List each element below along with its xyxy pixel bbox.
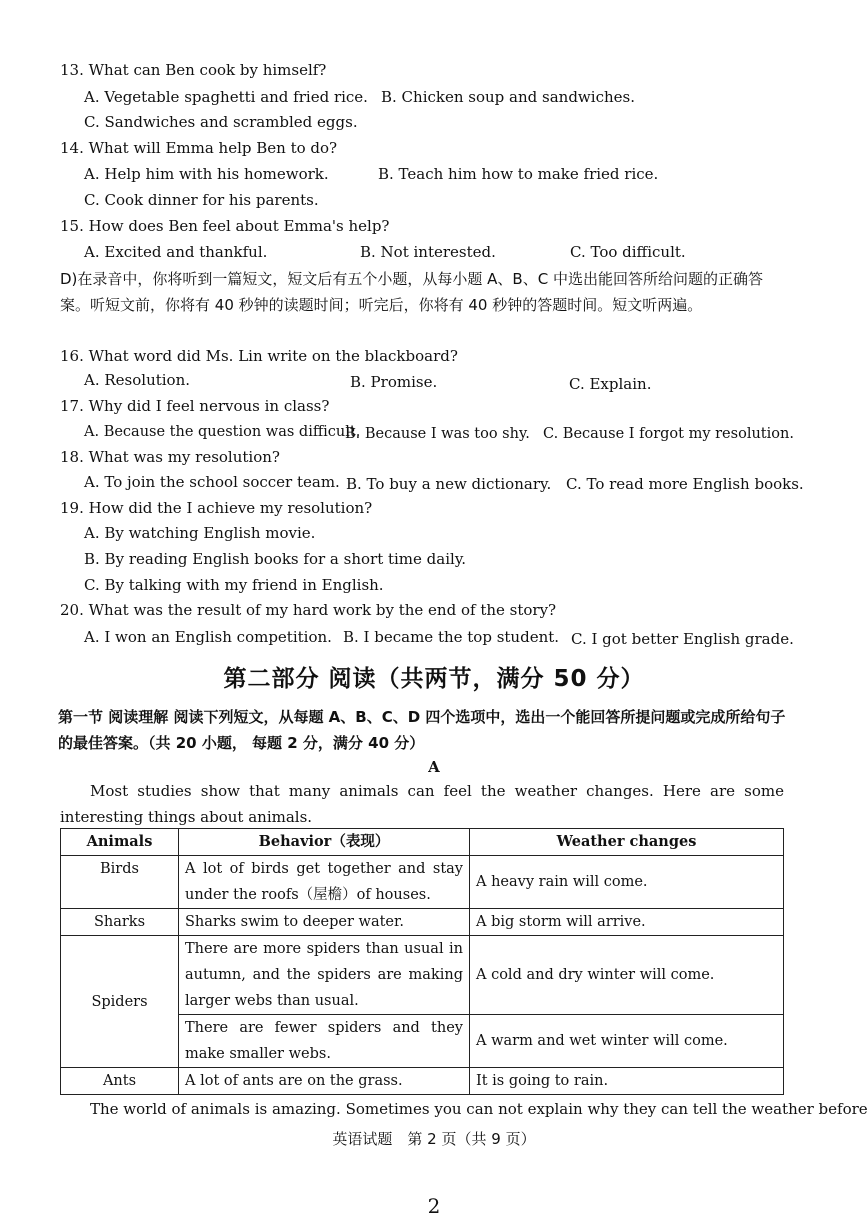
q16-option-c: C. Explain. <box>569 375 652 393</box>
question-20: 20. What was the result of my hard work by the end of the story? <box>60 601 557 619</box>
q19-option-c: C. By talking with my friend in English. <box>84 576 384 594</box>
animal-cell: Sharks <box>61 909 179 936</box>
q18-option-b: B. To buy a new dictionary. <box>346 475 552 493</box>
q13-option-b: B. Chicken soup and sandwiches. <box>381 88 635 106</box>
passage-continue: The world of animals is amazing. Sometimes you can not explain why they can tell the weather before <box>90 1100 868 1118</box>
table-row <box>61 909 784 936</box>
header-weather: Weather changes <box>470 829 784 856</box>
question-16: 16. What word did Ms. Lin write on the blackboard? <box>60 347 458 365</box>
header-animals: Animals <box>61 829 179 856</box>
weather-cell: A warm and wet winter will come. <box>470 1015 784 1068</box>
animal-cell: Spiders <box>61 936 179 1068</box>
animal-cell: Ants <box>61 1068 179 1095</box>
weather-cell: A heavy rain will come. <box>470 856 784 909</box>
q19-option-a: A. By watching English movie. <box>84 524 316 542</box>
behavior-cell: A lot of birds get together and stay under the roofs（屋檐）of houses. <box>179 856 470 909</box>
header-behavior: Behavior（表现） <box>179 829 470 856</box>
question-17: 17. Why did I feel nervous in class? <box>60 397 330 415</box>
animal-weather-table <box>60 828 784 1095</box>
q17-option-b: B. Because I was too shy. <box>345 426 530 442</box>
q15-option-b: B. Not interested. <box>360 243 496 261</box>
section-one-heading: 第一节 阅读理解 阅读下列短文，从每题 A、B、C、D 四个选项中，选出一个能回答所提问题或完成所给句子的最佳答案。（共 20 小题， 每题 2 分，满分 40 分） <box>58 708 786 752</box>
behavior-cell: There are fewer spiders and they make smaller webs. <box>179 1015 470 1068</box>
passage-intro: Most studies show that many animals can feel the weather changes. Here are some interesting things about animals. <box>60 782 784 826</box>
behavior-cell: There are more spiders than usual in autumn, and the spiders are making larger webs than usual. <box>179 936 470 1015</box>
table-row <box>61 936 784 1015</box>
passage-letter: A <box>428 758 440 776</box>
weather-cell: A cold and dry winter will come. <box>470 936 784 1015</box>
question-13: 13. What can Ben cook by himself? <box>60 61 327 79</box>
table-row <box>61 1068 784 1095</box>
q17-option-c: C. Because I forgot my resolution. <box>543 426 794 442</box>
question-18: 18. What was my resolution? <box>60 448 280 466</box>
q20-option-c: C. I got better English grade. <box>571 630 794 648</box>
weather-cell: It is going to rain. <box>470 1068 784 1095</box>
animal-cell: Birds <box>61 856 179 909</box>
q14-option-c: C. Cook dinner for his parents. <box>84 191 319 209</box>
page-footer: 英语试题 第 2 页（共 9 页） <box>332 1130 536 1148</box>
q18-option-a: A. To join the school soccer team. <box>84 473 340 491</box>
q15-option-c: C. Too difficult. <box>570 243 686 261</box>
table-header-row <box>61 829 784 856</box>
q20-option-a: A. I won an English competition. <box>84 628 332 646</box>
table-row <box>61 856 784 909</box>
q15-option-a: A. Excited and thankful. <box>84 243 268 261</box>
q13-option-a: A. Vegetable spaghetti and fried rice. <box>84 88 368 106</box>
q19-option-b: B. By reading English books for a short time daily. <box>84 550 467 568</box>
question-19: 19. How did the I achieve my resolution? <box>60 499 373 517</box>
section-d-instruction: D)在录音中，你将听到一篇短文，短文后有五个小题，从每小题 A、B、C 中选出能回答所给问题的正确答案。听短文前，你将有 40 秒钟的读题时间；听完后，你将有 40 秒钟的答题时间。短文听两遍。 <box>60 270 763 314</box>
q13-option-c: C. Sandwiches and scrambled eggs. <box>84 113 358 131</box>
q14-option-b: B. Teach him how to make fried rice. <box>378 165 659 183</box>
q16-option-b: B. Promise. <box>350 373 438 391</box>
question-14: 14. What will Emma help Ben to do? <box>60 139 338 157</box>
q18-option-c: C. To read more English books. <box>566 475 804 493</box>
behavior-cell: A lot of ants are on the grass. <box>179 1068 470 1095</box>
q14-option-a: A. Help him with his homework. <box>84 165 329 183</box>
q16-option-a: A. Resolution. <box>84 371 191 389</box>
behavior-cell: Sharks swim to deeper water. <box>179 909 470 936</box>
q20-option-b: B. I became the top student. <box>343 628 560 646</box>
weather-cell: A big storm will arrive. <box>470 909 784 936</box>
part-two-title: 第二部分 阅读（共两节，满分 50 分） <box>223 666 645 692</box>
q17-option-a: A. Because the question was difficult. <box>84 424 361 440</box>
page-number: 2 <box>427 1194 441 1218</box>
question-15: 15. How does Ben feel about Emma's help? <box>60 217 390 235</box>
